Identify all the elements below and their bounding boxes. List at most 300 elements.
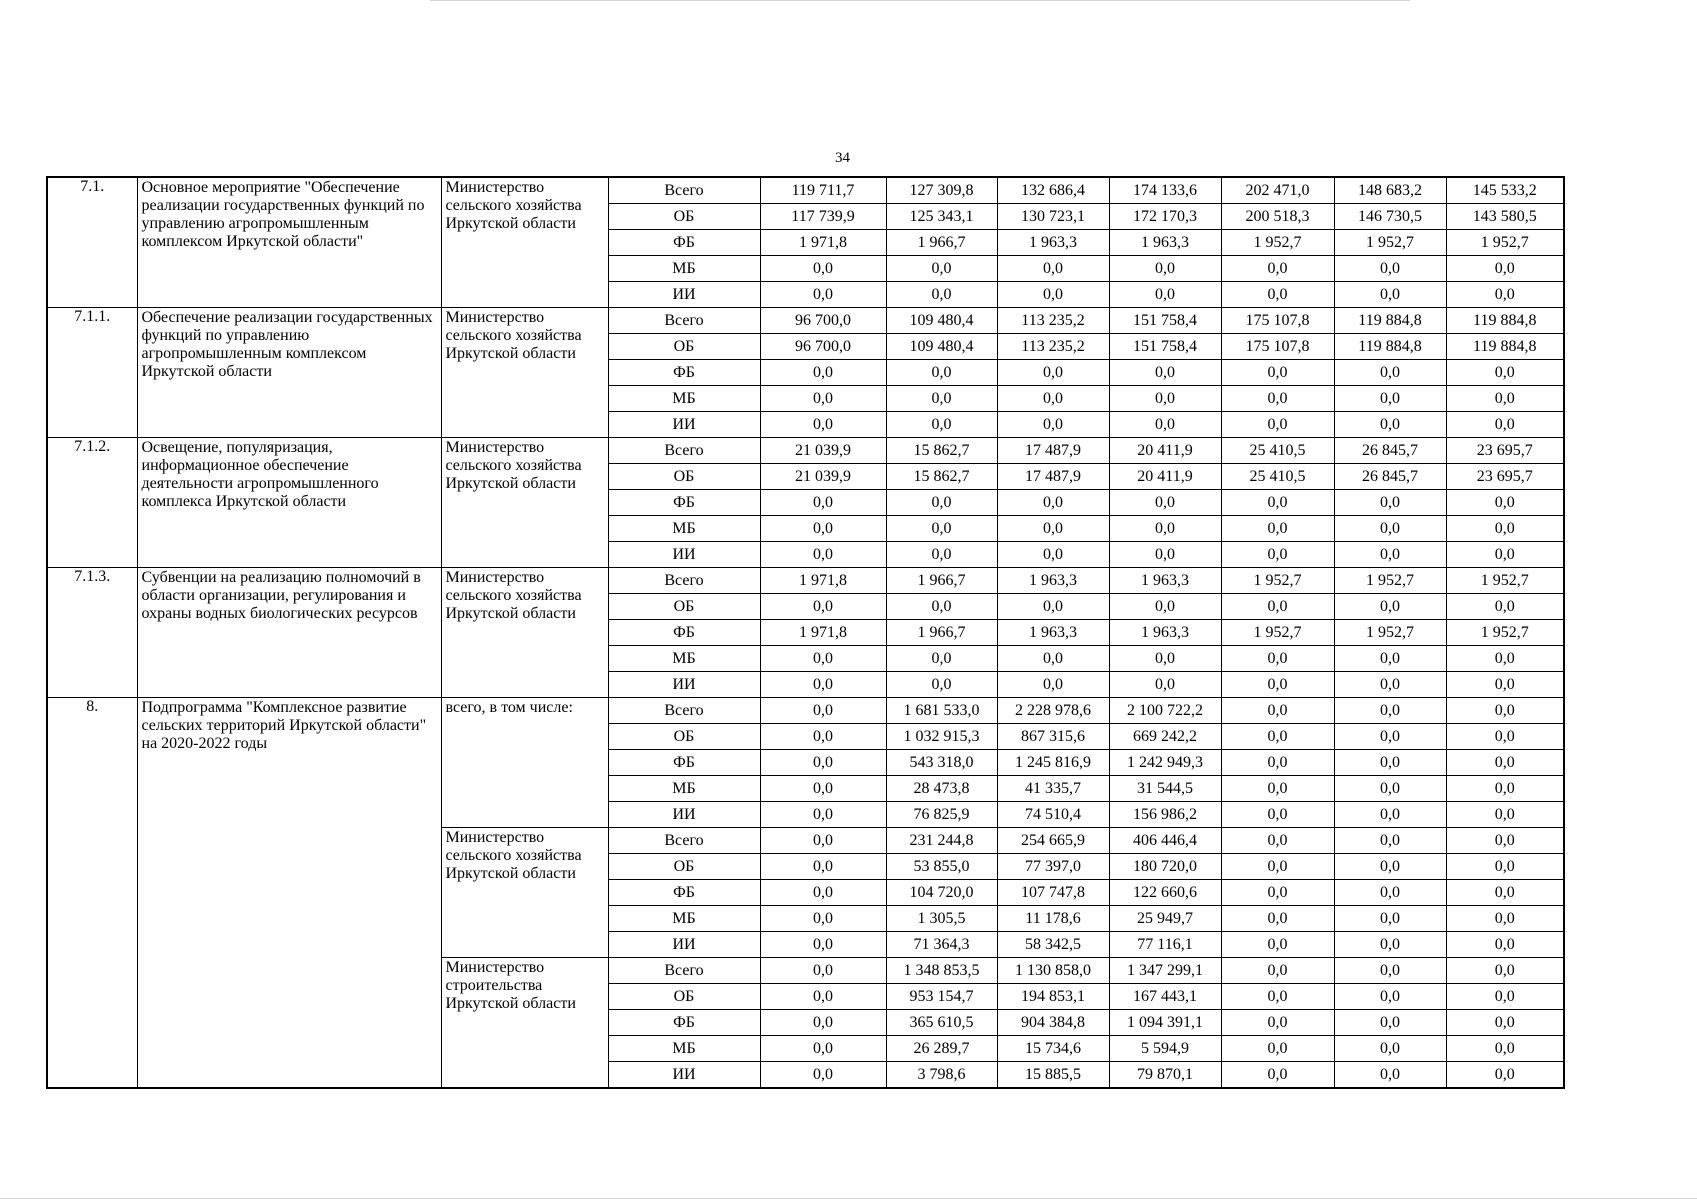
funding-source: ОБ [608, 204, 760, 230]
amount-cell: 58 342,5 [997, 932, 1109, 958]
funding-source: МБ [608, 516, 760, 542]
funding-source: ФБ [608, 880, 760, 906]
amount-cell: 0,0 [1221, 516, 1334, 542]
amount-cell: 0,0 [1446, 854, 1564, 880]
amount-cell: 26 845,7 [1334, 464, 1446, 490]
amount-cell: 1 971,8 [760, 230, 886, 256]
amount-cell: 17 487,9 [997, 438, 1109, 464]
amount-cell: 0,0 [760, 1036, 886, 1062]
amount-cell: 0,0 [1334, 880, 1446, 906]
amount-cell: 0,0 [1334, 516, 1446, 542]
amount-cell: 25 410,5 [1221, 464, 1334, 490]
amount-cell: 1 963,3 [997, 620, 1109, 646]
funding-source: ИИ [608, 932, 760, 958]
amount-cell: 0,0 [1446, 880, 1564, 906]
amount-cell: 0,0 [1334, 776, 1446, 802]
amount-cell: 0,0 [886, 672, 997, 698]
amount-cell: 15 885,5 [997, 1062, 1109, 1089]
amount-cell: 0,0 [1221, 802, 1334, 828]
amount-cell: 180 720,0 [1109, 854, 1221, 880]
amount-cell: 0,0 [1221, 1062, 1334, 1089]
amount-cell: 17 487,9 [997, 464, 1109, 490]
amount-cell: 0,0 [760, 698, 886, 724]
amount-cell: 5 594,9 [1109, 1036, 1221, 1062]
amount-cell: 0,0 [1334, 906, 1446, 932]
amount-cell: 119 884,8 [1446, 334, 1564, 360]
amount-cell: 25 410,5 [1221, 438, 1334, 464]
funding-source: ОБ [608, 594, 760, 620]
amount-cell: 365 610,5 [886, 1010, 997, 1036]
amount-cell: 0,0 [1109, 542, 1221, 568]
amount-cell: 0,0 [1334, 594, 1446, 620]
amount-cell: 23 695,7 [1446, 438, 1564, 464]
amount-cell: 0,0 [886, 386, 997, 412]
amount-cell: 0,0 [1334, 1036, 1446, 1062]
funding-source: ФБ [608, 1010, 760, 1036]
amount-cell: 1 952,7 [1446, 568, 1564, 594]
executor-org: Министерство сельского хозяйства Иркутской области [441, 438, 608, 568]
amount-cell: 76 825,9 [886, 802, 997, 828]
amount-cell: 0,0 [760, 880, 886, 906]
funding-source: ИИ [608, 282, 760, 308]
amount-cell: 15 734,6 [997, 1036, 1109, 1062]
amount-cell: 0,0 [1221, 386, 1334, 412]
amount-cell: 0,0 [1446, 1010, 1564, 1036]
amount-cell: 151 758,4 [1109, 334, 1221, 360]
amount-cell: 867 315,6 [997, 724, 1109, 750]
amount-cell: 0,0 [1221, 360, 1334, 386]
amount-cell: 1 130 858,0 [997, 958, 1109, 984]
amount-cell: 0,0 [886, 594, 997, 620]
amount-cell: 0,0 [760, 282, 886, 308]
amount-cell: 0,0 [1334, 412, 1446, 438]
amount-cell: 113 235,2 [997, 308, 1109, 334]
amount-cell: 0,0 [760, 958, 886, 984]
funding-source: ФБ [608, 620, 760, 646]
amount-cell: 0,0 [1109, 360, 1221, 386]
amount-cell: 31 544,5 [1109, 776, 1221, 802]
amount-cell: 0,0 [1221, 256, 1334, 282]
amount-cell: 0,0 [1109, 516, 1221, 542]
amount-cell: 0,0 [1446, 802, 1564, 828]
amount-cell: 1 952,7 [1446, 620, 1564, 646]
amount-cell: 53 855,0 [886, 854, 997, 880]
executor-org: Министерство сельского хозяйства Иркутской области [441, 568, 608, 698]
amount-cell: 0,0 [1109, 594, 1221, 620]
amount-cell: 175 107,8 [1221, 334, 1334, 360]
amount-cell: 0,0 [1334, 802, 1446, 828]
funding-source: Всего [608, 568, 760, 594]
amount-cell: 0,0 [1446, 932, 1564, 958]
amount-cell: 107 747,8 [997, 880, 1109, 906]
amount-cell: 1 966,7 [886, 568, 997, 594]
funding-source: Всего [608, 828, 760, 854]
funding-source: ОБ [608, 854, 760, 880]
amount-cell: 0,0 [760, 672, 886, 698]
amount-cell: 0,0 [1446, 360, 1564, 386]
amount-cell: 0,0 [1446, 386, 1564, 412]
amount-cell: 0,0 [997, 490, 1109, 516]
funding-source: Всего [608, 698, 760, 724]
amount-cell: 1 348 853,5 [886, 958, 997, 984]
amount-cell: 23 695,7 [1446, 464, 1564, 490]
amount-cell: 254 665,9 [997, 828, 1109, 854]
amount-cell: 406 446,4 [1109, 828, 1221, 854]
scan-line-top [430, 0, 1410, 1]
item-number: 8. [47, 698, 137, 1089]
amount-cell: 0,0 [760, 542, 886, 568]
amount-cell: 0,0 [1446, 594, 1564, 620]
amount-cell: 156 986,2 [1109, 802, 1221, 828]
funding-source: МБ [608, 386, 760, 412]
amount-cell: 0,0 [1221, 828, 1334, 854]
amount-cell: 113 235,2 [997, 334, 1109, 360]
item-name: Основное мероприятие "Обеспечение реализации государственных функций по управлению агропромышленным комплексом Иркутской области" [137, 177, 441, 308]
amount-cell: 0,0 [1446, 542, 1564, 568]
amount-cell: 0,0 [1446, 984, 1564, 1010]
amount-cell: 0,0 [1221, 750, 1334, 776]
amount-cell: 0,0 [886, 490, 997, 516]
amount-cell: 0,0 [1221, 724, 1334, 750]
amount-cell: 0,0 [1109, 386, 1221, 412]
amount-cell: 1 245 816,9 [997, 750, 1109, 776]
amount-cell: 0,0 [1221, 646, 1334, 672]
amount-cell: 167 443,1 [1109, 984, 1221, 1010]
amount-cell: 0,0 [1334, 828, 1446, 854]
amount-cell: 0,0 [997, 282, 1109, 308]
amount-cell: 0,0 [1446, 646, 1564, 672]
amount-cell: 0,0 [886, 256, 997, 282]
amount-cell: 1 094 391,1 [1109, 1010, 1221, 1036]
amount-cell: 0,0 [1334, 750, 1446, 776]
funding-source: МБ [608, 256, 760, 282]
amount-cell: 200 518,3 [1221, 204, 1334, 230]
amount-cell: 0,0 [1334, 490, 1446, 516]
amount-cell: 0,0 [1221, 698, 1334, 724]
amount-cell: 0,0 [760, 646, 886, 672]
amount-cell: 151 758,4 [1109, 308, 1221, 334]
amount-cell: 0,0 [1446, 776, 1564, 802]
amount-cell: 21 039,9 [760, 464, 886, 490]
amount-cell: 0,0 [1446, 282, 1564, 308]
amount-cell: 109 480,4 [886, 308, 997, 334]
funding-source: ИИ [608, 542, 760, 568]
table-row [47, 438, 1564, 464]
amount-cell: 172 170,3 [1109, 204, 1221, 230]
amount-cell: 543 318,0 [886, 750, 997, 776]
amount-cell: 11 178,6 [997, 906, 1109, 932]
amount-cell: 0,0 [886, 282, 997, 308]
funding-source: МБ [608, 646, 760, 672]
funding-source: Всего [608, 958, 760, 984]
amount-cell: 0,0 [760, 490, 886, 516]
amount-cell: 1 966,7 [886, 620, 997, 646]
amount-cell: 0,0 [1109, 672, 1221, 698]
funding-source: ИИ [608, 412, 760, 438]
amount-cell: 1 952,7 [1221, 620, 1334, 646]
amount-cell: 1 963,3 [1109, 568, 1221, 594]
amount-cell: 0,0 [760, 516, 886, 542]
executor-org: Министерство сельского хозяйства Иркутской области [441, 308, 608, 438]
amount-cell: 0,0 [1334, 672, 1446, 698]
funding-source: МБ [608, 1036, 760, 1062]
amount-cell: 0,0 [1334, 256, 1446, 282]
amount-cell: 77 397,0 [997, 854, 1109, 880]
amount-cell: 1 952,7 [1446, 230, 1564, 256]
amount-cell: 1 963,3 [997, 568, 1109, 594]
amount-cell: 0,0 [1446, 906, 1564, 932]
amount-cell: 146 730,5 [1334, 204, 1446, 230]
amount-cell: 0,0 [760, 594, 886, 620]
amount-cell: 0,0 [997, 516, 1109, 542]
amount-cell: 71 364,3 [886, 932, 997, 958]
amount-cell: 194 853,1 [997, 984, 1109, 1010]
amount-cell: 0,0 [1334, 984, 1446, 1010]
amount-cell: 669 242,2 [1109, 724, 1221, 750]
amount-cell: 96 700,0 [760, 334, 886, 360]
amount-cell: 1 963,3 [1109, 620, 1221, 646]
amount-cell: 0,0 [760, 386, 886, 412]
amount-cell: 0,0 [1334, 724, 1446, 750]
amount-cell: 0,0 [1109, 646, 1221, 672]
amount-cell: 202 471,0 [1221, 177, 1334, 204]
amount-cell: 0,0 [886, 646, 997, 672]
amount-cell: 74 510,4 [997, 802, 1109, 828]
amount-cell: 0,0 [1334, 646, 1446, 672]
amount-cell: 0,0 [760, 724, 886, 750]
amount-cell: 174 133,6 [1109, 177, 1221, 204]
amount-cell: 41 335,7 [997, 776, 1109, 802]
amount-cell: 1 971,8 [760, 620, 886, 646]
item-name: Освещение, популяризация, информационное обеспечение деятельности агропромышленного комплекса Иркутской области [137, 438, 441, 568]
amount-cell: 0,0 [1446, 490, 1564, 516]
amount-cell: 0,0 [997, 412, 1109, 438]
amount-cell: 0,0 [760, 412, 886, 438]
amount-cell: 0,0 [760, 1010, 886, 1036]
amount-cell: 0,0 [760, 906, 886, 932]
amount-cell: 0,0 [997, 672, 1109, 698]
amount-cell: 117 739,9 [760, 204, 886, 230]
amount-cell: 119 884,8 [1334, 334, 1446, 360]
item-name: Обеспечение реализации государственных функций по управлению агропромышленным комплексом Иркутской области [137, 308, 441, 438]
amount-cell: 0,0 [760, 932, 886, 958]
amount-cell: 127 309,8 [886, 177, 997, 204]
amount-cell: 1 952,7 [1334, 230, 1446, 256]
amount-cell: 904 384,8 [997, 1010, 1109, 1036]
amount-cell: 1 305,5 [886, 906, 997, 932]
amount-cell: 0,0 [1221, 412, 1334, 438]
amount-cell: 0,0 [1334, 386, 1446, 412]
amount-cell: 0,0 [1221, 282, 1334, 308]
amount-cell: 0,0 [1109, 282, 1221, 308]
funding-source: ФБ [608, 750, 760, 776]
amount-cell: 0,0 [760, 776, 886, 802]
amount-cell: 20 411,9 [1109, 464, 1221, 490]
amount-cell: 0,0 [1221, 1010, 1334, 1036]
amount-cell: 0,0 [1446, 1062, 1564, 1089]
funding-source: ОБ [608, 334, 760, 360]
amount-cell: 148 683,2 [1334, 177, 1446, 204]
amount-cell: 0,0 [997, 542, 1109, 568]
table-row [47, 177, 1564, 204]
amount-cell: 0,0 [1446, 672, 1564, 698]
amount-cell: 0,0 [1109, 412, 1221, 438]
funding-source: МБ [608, 906, 760, 932]
amount-cell: 0,0 [1221, 932, 1334, 958]
amount-cell: 0,0 [886, 412, 997, 438]
funding-source: ФБ [608, 230, 760, 256]
amount-cell: 26 289,7 [886, 1036, 997, 1062]
amount-cell: 143 580,5 [1446, 204, 1564, 230]
amount-cell: 1 681 533,0 [886, 698, 997, 724]
item-number: 7.1.3. [47, 568, 137, 698]
amount-cell: 0,0 [997, 594, 1109, 620]
amount-cell: 1 952,7 [1221, 230, 1334, 256]
page-number: 34 [835, 150, 850, 166]
amount-cell: 79 870,1 [1109, 1062, 1221, 1089]
amount-cell: 0,0 [1221, 672, 1334, 698]
amount-cell: 0,0 [1221, 776, 1334, 802]
amount-cell: 231 244,8 [886, 828, 997, 854]
amount-cell: 0,0 [1334, 932, 1446, 958]
amount-cell: 0,0 [1334, 698, 1446, 724]
funding-source: ОБ [608, 724, 760, 750]
amount-cell: 0,0 [886, 360, 997, 386]
executor-org: Министерство строительства Иркутской области [441, 958, 608, 1089]
amount-cell: 0,0 [760, 360, 886, 386]
amount-cell: 21 039,9 [760, 438, 886, 464]
funding-source: Всего [608, 438, 760, 464]
amount-cell: 0,0 [1221, 854, 1334, 880]
amount-cell: 0,0 [760, 256, 886, 282]
item-number: 7.1. [47, 177, 137, 308]
amount-cell: 109 480,4 [886, 334, 997, 360]
funding-source: ФБ [608, 360, 760, 386]
amount-cell: 0,0 [997, 256, 1109, 282]
amount-cell: 0,0 [997, 386, 1109, 412]
amount-cell: 0,0 [1334, 958, 1446, 984]
amount-cell: 0,0 [760, 984, 886, 1010]
amount-cell: 0,0 [1334, 1010, 1446, 1036]
amount-cell: 0,0 [997, 646, 1109, 672]
amount-cell: 0,0 [1221, 880, 1334, 906]
amount-cell: 0,0 [1221, 906, 1334, 932]
amount-cell: 0,0 [1446, 516, 1564, 542]
amount-cell: 0,0 [1221, 594, 1334, 620]
amount-cell: 1 242 949,3 [1109, 750, 1221, 776]
amount-cell: 0,0 [760, 854, 886, 880]
amount-cell: 1 952,7 [1334, 568, 1446, 594]
amount-cell: 2 100 722,2 [1109, 698, 1221, 724]
funding-source: ИИ [608, 672, 760, 698]
amount-cell: 125 343,1 [886, 204, 997, 230]
amount-cell: 0,0 [1446, 256, 1564, 282]
funding-source: ОБ [608, 464, 760, 490]
amount-cell: 0,0 [1221, 984, 1334, 1010]
table-row [47, 308, 1564, 334]
amount-cell: 1 952,7 [1334, 620, 1446, 646]
amount-cell: 0,0 [1334, 1062, 1446, 1089]
amount-cell: 1 963,3 [997, 230, 1109, 256]
amount-cell: 15 862,7 [886, 464, 997, 490]
amount-cell: 0,0 [760, 828, 886, 854]
amount-cell: 0,0 [1446, 750, 1564, 776]
amount-cell: 0,0 [1334, 542, 1446, 568]
amount-cell: 0,0 [886, 516, 997, 542]
funding-source: ИИ [608, 1062, 760, 1089]
amount-cell: 953 154,7 [886, 984, 997, 1010]
amount-cell: 0,0 [1221, 1036, 1334, 1062]
amount-cell: 15 862,7 [886, 438, 997, 464]
amount-cell: 132 686,4 [997, 177, 1109, 204]
amount-cell: 145 533,2 [1446, 177, 1564, 204]
amount-cell: 1 032 915,3 [886, 724, 997, 750]
table-row [47, 568, 1564, 594]
amount-cell: 96 700,0 [760, 308, 886, 334]
amount-cell: 0,0 [1446, 412, 1564, 438]
amount-cell: 3 798,6 [886, 1062, 997, 1089]
budget-table [46, 176, 1565, 1089]
amount-cell: 0,0 [760, 802, 886, 828]
amount-cell: 0,0 [1109, 490, 1221, 516]
executor-org: Министерство сельского хозяйства Иркутской области [441, 828, 608, 958]
amount-cell: 1 966,7 [886, 230, 997, 256]
amount-cell: 0,0 [1446, 958, 1564, 984]
amount-cell: 20 411,9 [1109, 438, 1221, 464]
amount-cell: 0,0 [760, 1062, 886, 1089]
funding-source: ИИ [608, 802, 760, 828]
amount-cell: 0,0 [1446, 828, 1564, 854]
amount-cell: 26 845,7 [1334, 438, 1446, 464]
executor-org: всего, в том числе: [441, 698, 608, 828]
amount-cell: 0,0 [1446, 698, 1564, 724]
amount-cell: 1 971,8 [760, 568, 886, 594]
amount-cell: 119 884,8 [1446, 308, 1564, 334]
table-row [47, 698, 1564, 724]
amount-cell: 0,0 [1221, 958, 1334, 984]
amount-cell: 175 107,8 [1221, 308, 1334, 334]
amount-cell: 119 711,7 [760, 177, 886, 204]
amount-cell: 0,0 [1334, 282, 1446, 308]
amount-cell: 0,0 [1446, 724, 1564, 750]
amount-cell: 0,0 [1221, 490, 1334, 516]
amount-cell: 0,0 [997, 360, 1109, 386]
amount-cell: 0,0 [1446, 1036, 1564, 1062]
amount-cell: 0,0 [1334, 854, 1446, 880]
item-number: 7.1.2. [47, 438, 137, 568]
amount-cell: 122 660,6 [1109, 880, 1221, 906]
amount-cell: 0,0 [760, 750, 886, 776]
amount-cell: 0,0 [886, 542, 997, 568]
funding-source: ОБ [608, 984, 760, 1010]
item-number: 7.1.1. [47, 308, 137, 438]
amount-cell: 119 884,8 [1334, 308, 1446, 334]
amount-cell: 0,0 [1221, 542, 1334, 568]
funding-source: МБ [608, 776, 760, 802]
amount-cell: 77 116,1 [1109, 932, 1221, 958]
item-name: Подпрограмма "Комплексное развитие сельских территорий Иркутской области" на 2020-2022 годы [137, 698, 441, 1089]
scan-line-bottom [0, 1198, 1697, 1199]
amount-cell: 25 949,7 [1109, 906, 1221, 932]
amount-cell: 104 720,0 [886, 880, 997, 906]
amount-cell: 1 952,7 [1221, 568, 1334, 594]
amount-cell: 1 347 299,1 [1109, 958, 1221, 984]
amount-cell: 28 473,8 [886, 776, 997, 802]
amount-cell: 2 228 978,6 [997, 698, 1109, 724]
amount-cell: 1 963,3 [1109, 230, 1221, 256]
amount-cell: 130 723,1 [997, 204, 1109, 230]
amount-cell: 0,0 [1334, 360, 1446, 386]
